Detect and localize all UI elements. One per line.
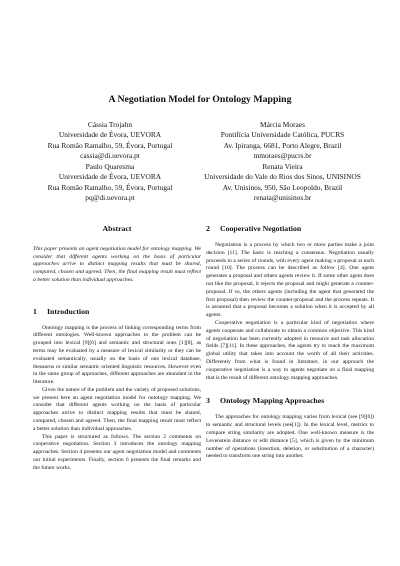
author-affiliation: Universidade de Évora, UEVORA [58,130,162,140]
author-address: Av. Ipiranga, 6681, Porto Alegre, Brazil [223,140,342,150]
section-number: 1 [33,306,37,316]
abstract-heading: Abstract [102,224,132,233]
author-address: Av. Unisinos, 950, São Leopoldo, Brazil [222,182,343,192]
paragraph: Negotiation is a process by which two or more parties make a joint decision [11]. The basic is reaching a consensus. Negotiation usually proceeds in a series of rounds, with every agent making a proposal at each round [10]. The process can be described as follow [4]. One agent generates a proposal and others agents review it. If some other agent does not like the proposal, it rejects the proposal and might generate a counter-proposal. If so, the others agents (including the agent that generated the first proposal) then review the counter-proposal and the process repeats. It is assumed that a proposal becomes a solution when it is accepted by all agents. [206,242,374,319]
section-body-introduction [33,325,201,473]
section-body-cooperative-negotiation [206,242,374,382]
author-name: Cássia Trojahn [87,120,133,129]
author-block-4 [190,162,375,204]
paragraph: Ontology mapping is the process of linking corresponding terms from different ontologies. Well-known approaches to the problem can be grouped into lexical [9][6] and semantic and structural ones [1][8], as terms may be evaluated by a measure of lexical similarity or they can be evaluated semantically, usually on the basis of one lexical database, thesaurus or similar semantic oriented linguistic resources. However even in the same group of approaches, different approaches are abundant in the literature. [33,324,201,386]
abstract-text: This paper presents an agent negotiation model for ontology mapping. We consider that different agents working on the basis of particular approaches arrive to distinct mapping results that must be shared, compared, chosen and agreed. Then, the final mapping result must reflect a better solution than individual approaches. [33,246,201,283]
section-title: Cooperative Negotiation [220,224,302,233]
section-heading-introduction [33,307,201,316]
section-number: 3 [206,396,210,406]
section-title: Ontology Mapping Approaches [220,396,325,406]
paragraph: The approaches for ontology mapping varies from lexical (see [9][6]) to semantic and structural levels (see[1]). In the lexical level, metrics to compare string similarity are adopted. One well-known measure is the Levenstein distance or edit distance [5], which is given by the minimum number of operations (insertion, deletion, or substitution of a character) needed to transform one string into another. [206,414,374,460]
section-body-ontology-mapping-approaches [206,414,374,461]
author-name: Renata Vieira [262,162,303,171]
author-email: pq@di.uevora.pt [85,193,135,203]
paragraph: Given the nature of the problem and the variety of proposed solutions, we present here an agent negotiation model for ontology mapping. We consider that different agents working on the basis of particular approaches arrive to distinct mapping results that must be shared, compared, chosen and agreed. Then, the final mapping result must reflect a better solution than individual approaches. [33,386,201,432]
author-email: cassia@di.uevora.pt [80,151,140,161]
author-block-2 [190,120,375,162]
author-name: Paulo Quaresma [85,162,135,171]
author-affiliation: Universidade de Évora, UEVORA [58,172,162,182]
author-name: Márcia Moraes [260,120,305,129]
author-address: Rua Romão Ramalho, 59, Évora, Portugal [47,182,173,192]
author-block-3 [30,162,190,204]
right-column [206,224,374,461]
paper-title: A Negotiation Model for Ontology Mapping [108,94,292,105]
paragraph: This paper is structured as follows. The section 2 comments on cooperative negotiation. Section 3 introduces the ontology mapping approaches. Section 4 presents our agent negotiation model and comments our initial experiments. Finally, section 6 presents the final remarks and the future works. [33,433,201,471]
author-address: Rua Romão Ramalho, 59, Évora, Portugal [47,140,173,150]
author-affiliation: Pontifícia Universidade Católica, PUCRS [220,130,345,140]
section-heading-ontology-mapping-approaches [206,396,374,405]
left-column [33,224,201,473]
section-title: Introduction [47,306,90,316]
author-affiliation: Universidade do Vale do Rios dos Sinos, UNISINOS [204,172,361,182]
section-heading-cooperative-negotiation [206,224,374,233]
author-email: renata@unisinos.br [253,193,312,203]
section-number: 2 [206,224,210,233]
author-email: mmoraes@pucrs.br [253,151,312,161]
author-block-1 [30,120,190,162]
paragraph: Cooperative negotiation is a particular kind of negotiation where agents cooperate and collaborate to obtain a common objective. This kind of negotiation has been currently adopted in resource and task allocation fields [7][11]. In these approaches, the agents try to reach the maximum global utility that takes into account the worth of all their activities. Differently from what is found in literature, in our approach the cooperative negotiation is a way to agents negotiate on a final mapping that is the result of different ontology mapping approaches. [206,319,374,381]
